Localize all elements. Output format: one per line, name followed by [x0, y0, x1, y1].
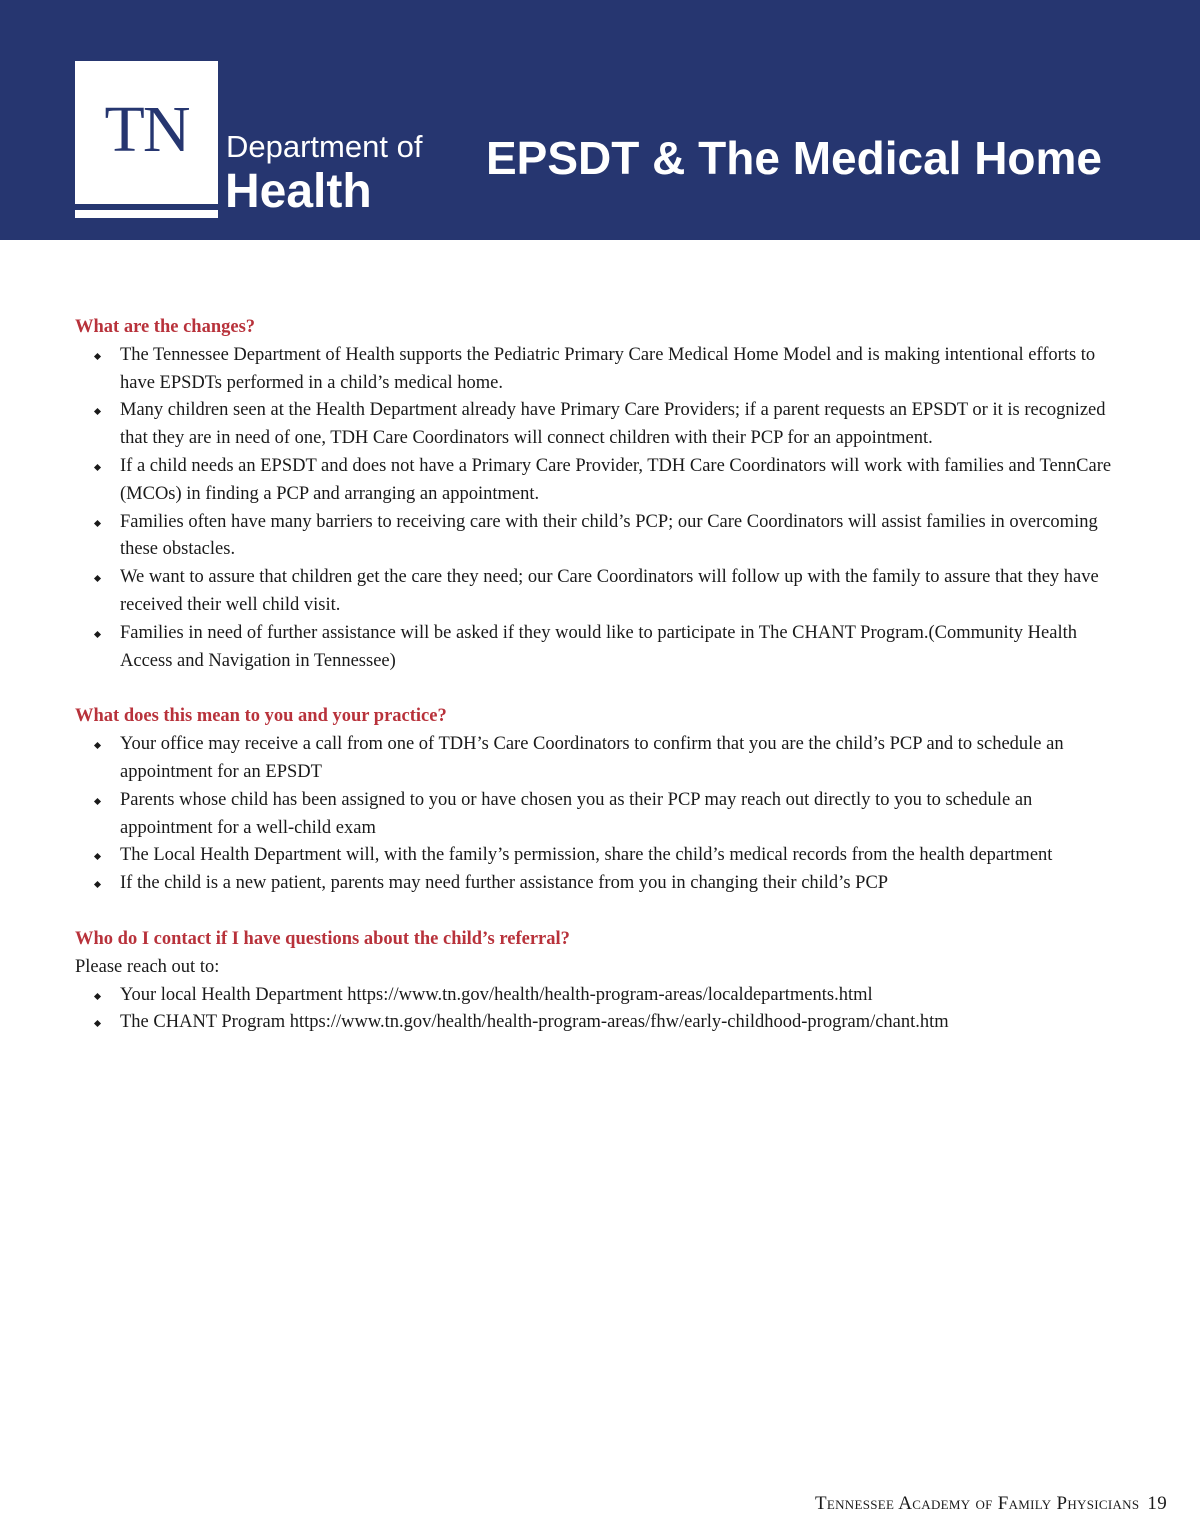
section-heading: Who do I contact if I have questions about the child’s referral? [75, 928, 570, 949]
list-item: Your office may receive a call from one of TDH’s Care Coordinators to confirm that you are the child’s PCP and to schedule an appointment for an EPSDT [75, 731, 1125, 787]
bullet-list [75, 731, 1125, 898]
list-item: If the child is a new patient, parents may need further assistance from you in changing their child’s PCP [75, 870, 1125, 898]
contact-intro: Please reach out to: [75, 956, 220, 977]
section-contact [75, 926, 1125, 1037]
tn-logo-mark: TN [104, 93, 189, 166]
list-item: Parents whose child has been assigned to you or have chosen you as their PCP may reach out directly to you to schedule an appointment for a well-child exam [75, 787, 1125, 843]
section-practice [75, 703, 1125, 898]
bullet-list [75, 982, 1125, 1038]
list-item: The Local Health Department will, with the family’s permission, share the child’s medical records from the health department [75, 842, 1125, 870]
list-item: Families in need of further assistance will be asked if they would like to participate in The CHANT Program.(Community Health Access and Navigation in Tennessee) [75, 620, 1125, 676]
section-changes [75, 314, 1125, 675]
list-item: Many children seen at the Health Department already have Primary Care Providers; if a parent requests an EPSDT or it is recognized that they are in need of one, TDH Care Coordinators will connect children with their PCP for an appointment. [75, 397, 1125, 453]
section-heading: What does this mean to you and your practice? [75, 706, 447, 727]
page-title: EPSDT & The Medical Home [486, 132, 1103, 184]
list-item: If a child needs an EPSDT and does not have a Primary Care Provider, TDH Care Coordinators will work with families and TennCare (MCOs) in finding a PCP and arranging an appointment. [75, 453, 1125, 509]
page-footer [815, 1492, 1167, 1516]
bullet-list [75, 342, 1125, 676]
section-heading: What are the changes? [75, 317, 256, 337]
footer-publication: Tennessee Academy of Family Physicians [814, 1493, 1140, 1514]
logo-department-text: Department of [226, 129, 423, 164]
main-content [75, 314, 1125, 1065]
list-item: The CHANT Program https://www.tn.gov/health/health-program-areas/fhw/early-childhood-program/chant.htm [75, 1009, 1125, 1037]
page-header [0, 0, 1200, 240]
list-item: Your local Health Department https://www.tn.gov/health/health-program-areas/localdepartments.html [75, 982, 1125, 1010]
logo-health-text: Health [225, 165, 372, 218]
list-item: Families often have many barriers to receiving care with their child’s PCP; our Care Coordinators will assist families in overcoming these obstacles. [75, 509, 1125, 565]
logo-underline [75, 210, 218, 218]
tn-logo-box [75, 61, 218, 204]
page-number: 19 [1147, 1493, 1167, 1514]
list-item: We want to assure that children get the care they need; our Care Coordinators will follow up with the family to assure that they have received their well child visit. [75, 564, 1125, 620]
list-item: The Tennessee Department of Health supports the Pediatric Primary Care Medical Home Model and is making intentional efforts to have EPSDTs performed in a child’s medical home. [75, 342, 1125, 398]
